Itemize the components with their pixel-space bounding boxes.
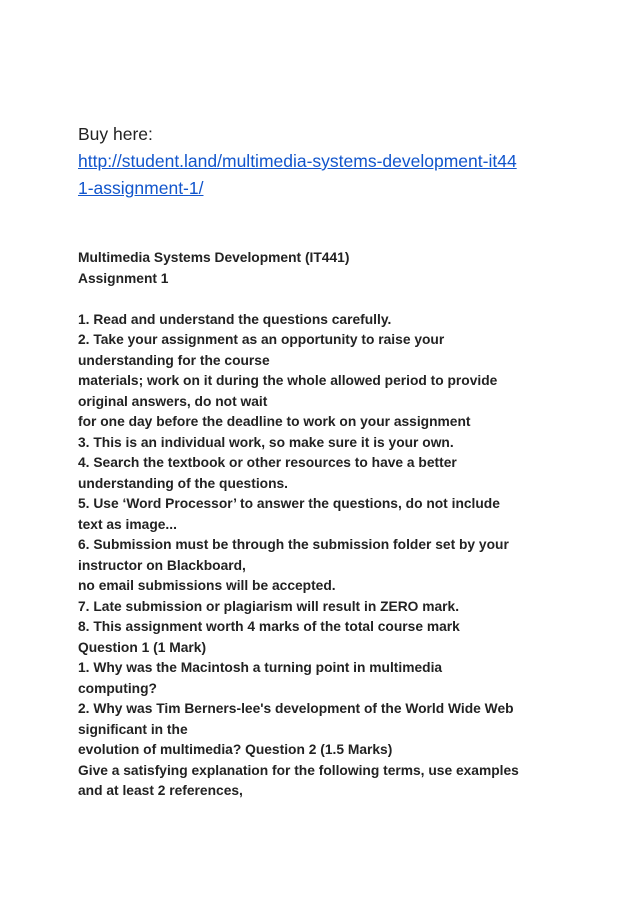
instruction-line: instructor on Blackboard, bbox=[78, 557, 246, 573]
buy-link-line-2: 1-assignment-1/ bbox=[78, 178, 204, 198]
question-line: computing? bbox=[78, 680, 157, 696]
paragraph-gap bbox=[78, 289, 598, 310]
assignment-title: Assignment 1 bbox=[78, 270, 169, 286]
course-title: Multimedia Systems Development (IT441) bbox=[78, 250, 350, 265]
instruction-line: 1. Read and understand the questions carefully. bbox=[78, 311, 392, 327]
instruction-line: understanding of the questions. bbox=[78, 475, 289, 491]
question-line: Question 1 (1 Mark) bbox=[78, 639, 207, 655]
question-line: significant in the bbox=[78, 721, 188, 737]
instruction-line: for one day before the deadline to work on your assignment bbox=[78, 414, 471, 429]
instruction-line: 5. Use ‘Word Processor’ to answer the questions, do not include bbox=[78, 496, 500, 511]
question-line: and at least 2 references, bbox=[78, 783, 243, 798]
instruction-line: no email submissions will be accepted. bbox=[78, 578, 336, 593]
instruction-line: 6. Submission must be through the submission folder set by your bbox=[78, 537, 509, 552]
instruction-line: 4. Search the textbook or other resources to have a better bbox=[78, 455, 457, 470]
instruction-line: materials; work on it during the whole allowed period to provide bbox=[78, 373, 498, 388]
instruction-line: original answers, do not wait bbox=[78, 393, 268, 409]
buy-section bbox=[78, 121, 598, 202]
instruction-line: text as image... bbox=[78, 516, 177, 532]
buy-link[interactable] bbox=[78, 148, 563, 202]
buy-label: Buy here: bbox=[78, 124, 153, 144]
instruction-line: 3. This is an individual work, so make sure it is your own. bbox=[78, 434, 454, 450]
instruction-line: 2. Take your assignment as an opportunity to raise your bbox=[78, 332, 445, 347]
instruction-line: understanding for the course bbox=[78, 352, 270, 368]
document-body bbox=[78, 248, 598, 802]
question-line: 1. Why was the Macintosh a turning point in multimedia bbox=[78, 660, 443, 675]
question-line: Give a satisfying explanation for the following terms, use examples bbox=[78, 762, 519, 778]
question-line: 2. Why was Tim Berners-lee's development of the World Wide Web bbox=[78, 701, 514, 716]
instruction-line: 7. Late submission or plagiarism will result in ZERO mark. bbox=[78, 598, 460, 614]
buy-link-line-1: http://student.land/multimedia-systems-development-it44 bbox=[78, 151, 517, 171]
question-line: evolution of multimedia? Question 2 (1.5 Marks) bbox=[78, 742, 393, 757]
instruction-line: 8. This assignment worth 4 marks of the total course mark bbox=[78, 619, 460, 634]
